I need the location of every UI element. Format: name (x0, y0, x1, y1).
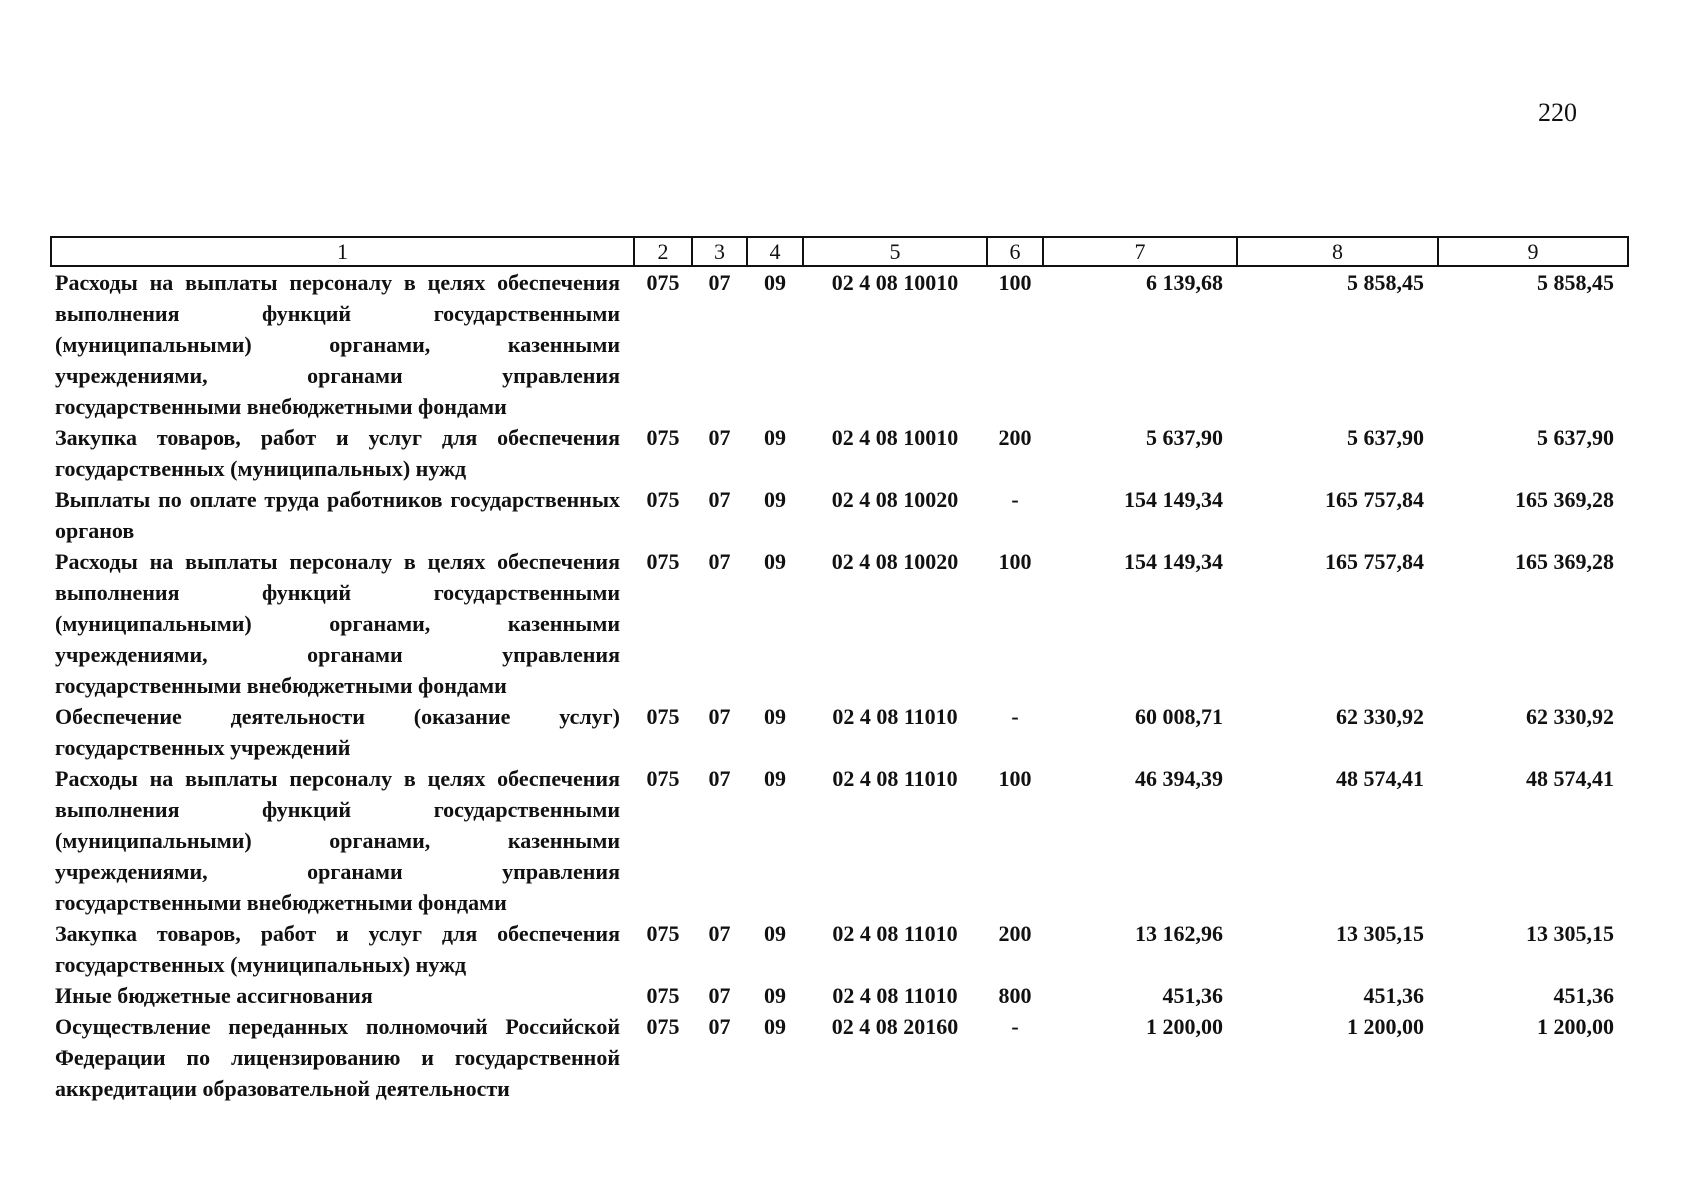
row-pr: 09 (764, 487, 786, 512)
row-pr: 09 (764, 983, 786, 1008)
row-csr: 02 4 08 11010 (832, 921, 958, 946)
row-grbs: 075 (646, 270, 680, 295)
row-value-7: 1 200,00 (1146, 1014, 1223, 1039)
row-csr: 02 4 08 11010 (832, 766, 958, 791)
row-rz: 07 (708, 983, 731, 1008)
row-rz: 07 (708, 921, 731, 946)
row-vr: - (1011, 704, 1019, 729)
column-header-8: 8 (1237, 237, 1438, 266)
row-rz: 07 (708, 549, 731, 574)
table-row (51, 546, 1628, 701)
row-pr: 09 (764, 921, 786, 946)
column-header-9: 9 (1438, 237, 1628, 266)
table-row (51, 422, 1628, 484)
row-vr: 800 (998, 983, 1032, 1008)
column-header-7: 7 (1043, 237, 1237, 266)
table-row (51, 701, 1628, 763)
row-pr: 09 (764, 766, 786, 791)
row-name: Иные бюджетные ассигнования (55, 983, 373, 1008)
row-grbs: 075 (646, 766, 680, 791)
row-grbs: 075 (646, 704, 680, 729)
row-value-7: 154 149,34 (1124, 487, 1223, 512)
row-value-9: 5 858,45 (1537, 270, 1614, 295)
row-vr: 200 (998, 921, 1032, 946)
row-value-8: 48 574,41 (1336, 766, 1424, 791)
row-rz: 07 (708, 1014, 731, 1039)
row-value-7: 451,36 (1162, 983, 1223, 1008)
row-value-8: 5 637,90 (1347, 425, 1424, 450)
row-value-8: 13 305,15 (1336, 921, 1424, 946)
row-value-9: 451,36 (1553, 983, 1614, 1008)
row-value-9: 5 637,90 (1537, 425, 1614, 450)
column-header-6: 6 (987, 237, 1043, 266)
row-name: Выплаты по оплате труда работников государственных органов (55, 487, 620, 543)
column-header-3: 3 (692, 237, 747, 266)
row-vr: 100 (998, 766, 1032, 791)
row-value-8: 165 757,84 (1325, 549, 1424, 574)
table-row (51, 484, 1628, 546)
row-vr: 100 (998, 549, 1032, 574)
row-vr: 100 (998, 270, 1032, 295)
row-grbs: 075 (646, 425, 680, 450)
row-value-9: 1 200,00 (1537, 1014, 1614, 1039)
row-value-7: 13 162,96 (1135, 921, 1223, 946)
row-pr: 09 (764, 270, 786, 295)
row-csr: 02 4 08 10010 (831, 270, 959, 295)
row-rz: 07 (708, 766, 731, 791)
table-row (51, 980, 1628, 1011)
column-header-4: 4 (747, 237, 803, 266)
row-pr: 09 (764, 425, 786, 450)
row-vr: - (1011, 487, 1019, 512)
row-grbs: 075 (646, 487, 680, 512)
page-number: 220 (1538, 98, 1577, 127)
row-value-7: 5 637,90 (1146, 425, 1223, 450)
row-value-7: 154 149,34 (1124, 549, 1223, 574)
row-value-9: 48 574,41 (1526, 766, 1614, 791)
row-rz: 07 (708, 425, 731, 450)
row-csr: 02 4 08 10010 (831, 425, 959, 450)
row-rz: 07 (708, 270, 731, 295)
row-name: Закупка товаров, работ и услуг для обеспечения государственных (муниципальных) нужд (55, 921, 620, 977)
row-value-7: 6 139,68 (1146, 270, 1223, 295)
row-csr: 02 4 08 20160 (831, 1014, 959, 1039)
budget-table (50, 236, 1629, 1104)
row-rz: 07 (708, 487, 731, 512)
column-header-2: 2 (634, 237, 692, 266)
row-value-8: 62 330,92 (1336, 704, 1424, 729)
row-pr: 09 (764, 1014, 786, 1039)
column-header-5: 5 (803, 237, 987, 266)
row-name: Осуществление переданных полномочий Российской Федерации по лицензированию и государственной аккредитации образовательной деятельности (55, 1014, 620, 1101)
row-grbs: 075 (646, 921, 680, 946)
row-grbs: 075 (646, 549, 680, 574)
table-row (51, 266, 1628, 422)
row-csr: 02 4 08 11010 (832, 704, 958, 729)
row-csr: 02 4 08 10020 (831, 487, 959, 512)
row-csr: 02 4 08 10020 (831, 549, 959, 574)
row-value-8: 1 200,00 (1347, 1014, 1424, 1039)
row-grbs: 075 (646, 983, 680, 1008)
column-number-header (51, 237, 1628, 266)
row-pr: 09 (764, 549, 786, 574)
table-row (51, 918, 1628, 980)
row-name: Расходы на выплаты персоналу в целях обеспечения выполнения функций государственными (муниципальными) органами, казенными учреждениями, органами управления государственными внебюджетными фондами (55, 549, 620, 698)
row-name: Закупка товаров, работ и услуг для обеспечения государственных (муниципальных) нужд (55, 425, 620, 481)
row-vr: - (1011, 1014, 1019, 1039)
row-value-9: 165 369,28 (1515, 549, 1614, 574)
table-row (51, 763, 1628, 918)
row-value-7: 46 394,39 (1135, 766, 1223, 791)
row-name: Расходы на выплаты персоналу в целях обеспечения выполнения функций государственными (муниципальными) органами, казенными учреждениями, органами управления государственными внебюджетными фондами (55, 270, 620, 419)
row-value-9: 62 330,92 (1526, 704, 1614, 729)
row-rz: 07 (708, 704, 731, 729)
row-value-8: 5 858,45 (1347, 270, 1424, 295)
table-row (51, 1011, 1628, 1104)
row-value-9: 13 305,15 (1526, 921, 1614, 946)
row-csr: 02 4 08 11010 (832, 983, 958, 1008)
row-value-8: 451,36 (1363, 983, 1424, 1008)
row-name: Обеспечение деятельности (оказание услуг) государственных учреждений (55, 704, 620, 760)
row-name: Расходы на выплаты персоналу в целях обеспечения выполнения функций государственными (муниципальными) органами, казенными учреждениями, органами управления государственными внебюджетными фондами (55, 766, 620, 915)
row-grbs: 075 (646, 1014, 680, 1039)
row-value-8: 165 757,84 (1325, 487, 1424, 512)
row-pr: 09 (764, 704, 786, 729)
row-value-9: 165 369,28 (1515, 487, 1614, 512)
column-header-1: 1 (51, 237, 634, 266)
row-vr: 200 (998, 425, 1032, 450)
row-value-7: 60 008,71 (1135, 704, 1223, 729)
